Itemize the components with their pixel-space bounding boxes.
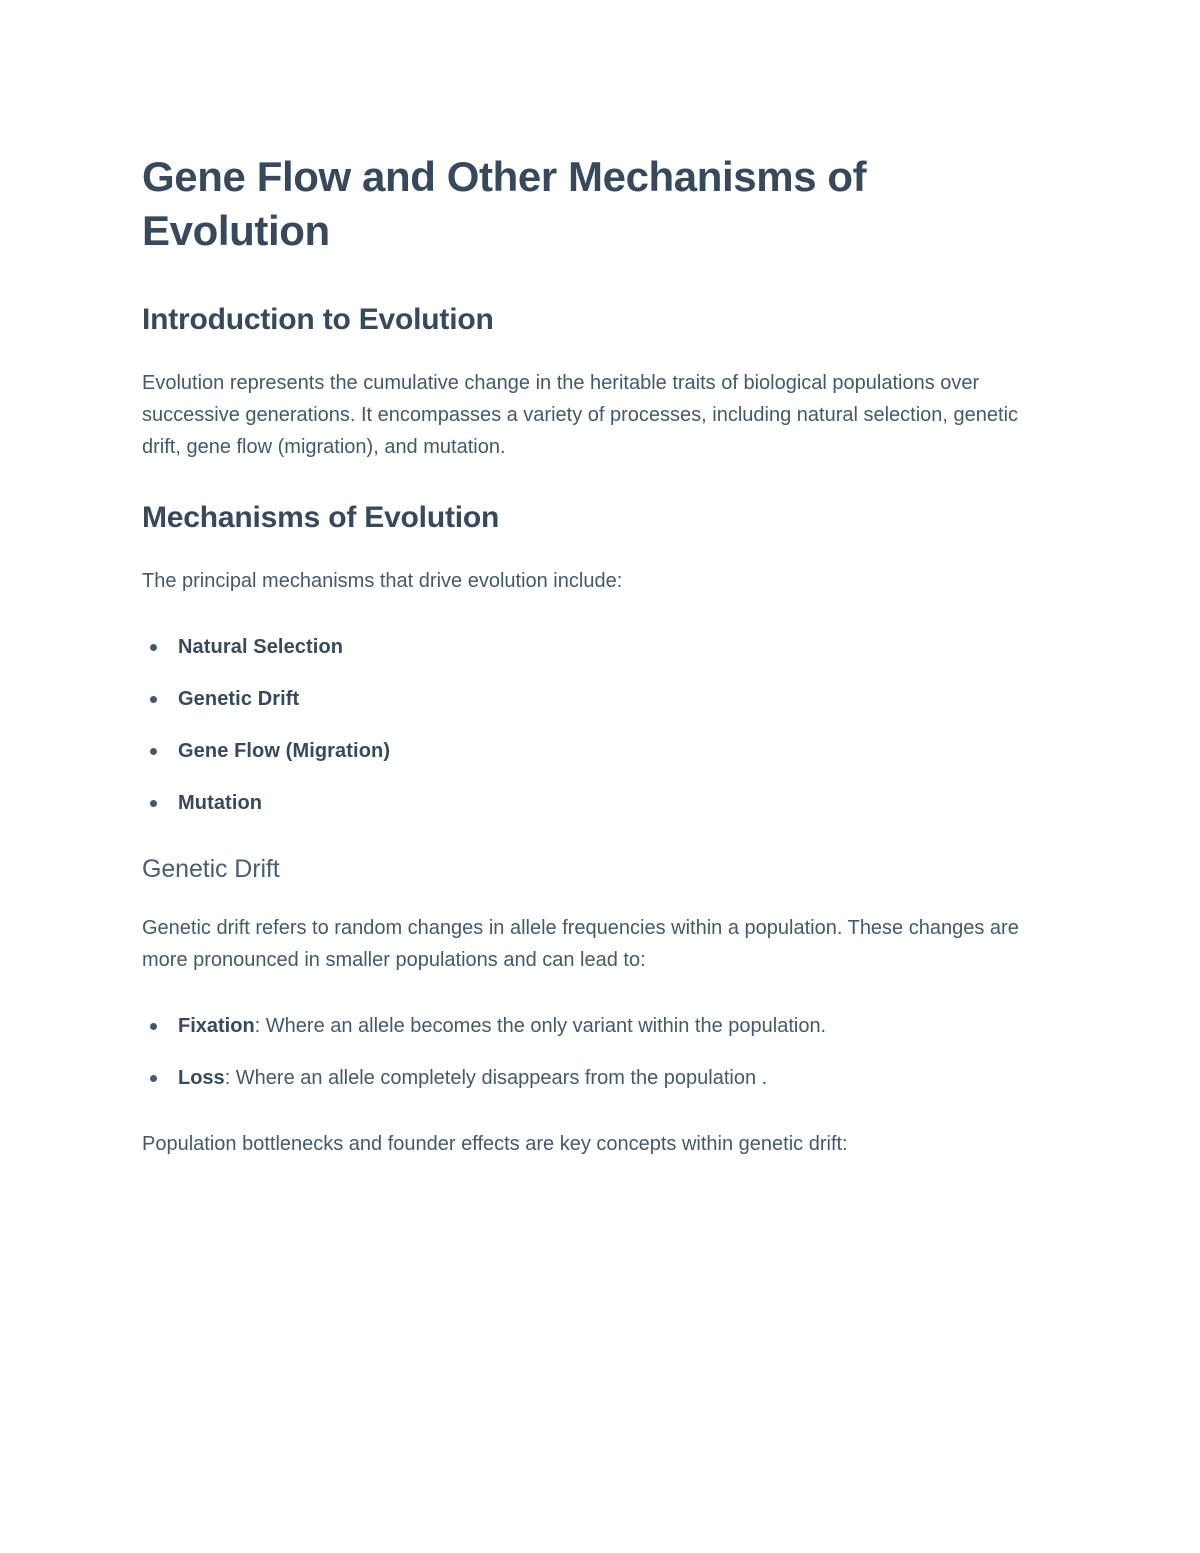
- list-item-description: : Where an allele completely disappears from the population .: [224, 1067, 768, 1090]
- list-item: [142, 1062, 1060, 1094]
- genetic-drift-effects-list: [142, 1010, 1060, 1094]
- page-title: Gene Flow and Other Mechanisms of Evolution: [142, 153, 867, 254]
- sub-heading-genetic-drift: Genetic Drift: [142, 855, 280, 884]
- mechanisms-list: [142, 631, 1060, 819]
- list-item: Mutation: [142, 787, 1060, 819]
- list-item-description: : Where an allele becomes the only variant within the population.: [254, 1015, 827, 1038]
- list-item: [142, 1010, 1060, 1042]
- genetic-drift-paragraph: Genetic drift refers to random changes in allele frequencies within a population. These changes are more pronounced in smaller populations and can lead to:: [142, 916, 1019, 971]
- list-item: Gene Flow (Migration): [142, 735, 1060, 767]
- list-item: Natural Selection: [142, 631, 1060, 663]
- list-item-term: Fixation: [178, 1015, 255, 1038]
- genetic-drift-closing-paragraph: Population bottlenecks and founder effects are key concepts within genetic drift:: [142, 1133, 848, 1156]
- introduction-paragraph: Evolution represents the cumulative change in the heritable traits of biological populations over successive generations. It encompasses a variety of processes, including natural selection, genetic drift, gene flow (migration), and mutation.: [142, 371, 1019, 459]
- list-item-term: Loss: [178, 1067, 225, 1090]
- section-heading-mechanisms: Mechanisms of Evolution: [142, 500, 500, 534]
- list-item: Genetic Drift: [142, 683, 1060, 715]
- section-heading-introduction: Introduction to Evolution: [142, 302, 494, 336]
- mechanisms-intro-paragraph: The principal mechanisms that drive evolution include:: [142, 569, 623, 592]
